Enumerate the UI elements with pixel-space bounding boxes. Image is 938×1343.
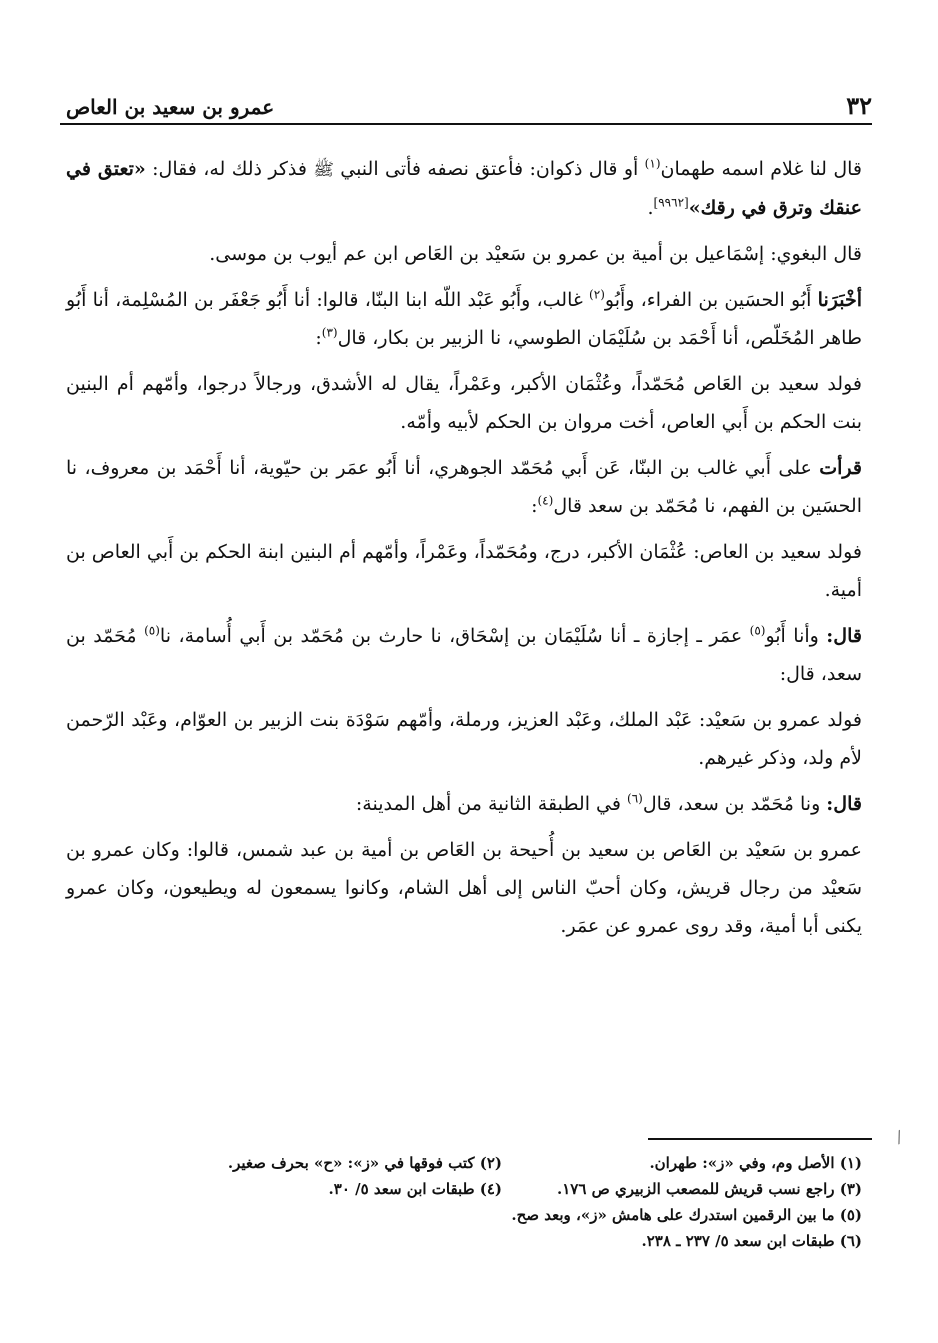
text-run: : bbox=[531, 495, 538, 517]
text-run: على أَبي غالب بن البنّا، عَن أَبي مُحَمّد الجوهري، أنا أَبُو عمَر بن حيّوية، أنا أَحْمَد بن معروف، نا الحسَين بن الفهم، نا مُحَمّد بن سعد قال bbox=[66, 457, 862, 517]
isnad-lead: قال: bbox=[826, 793, 862, 815]
paragraph-10: عمرو بن سَعيْد بن العَاص بن سعيد بن أُحيحة بن العَاص بن أمية بن عبد شمس، قالوا: وكان عمرو بن سَعيْد من رجال قريش، وكان أحبّ الناس إلى أهل الشام، وكانوا يسمعون له ويطيعون، وكان عمرو يكنى أبا أمية، وقد روى عمرو عن عمَر. bbox=[66, 839, 862, 937]
paragraph-9 bbox=[66, 785, 862, 823]
paragraph-1 bbox=[66, 150, 862, 227]
footnote-ref: (٥) bbox=[144, 623, 160, 638]
text-run: أو قال ذكوان: فأعتق نصفه فأتى النبي bbox=[333, 158, 645, 180]
footnote-ref: (٥) bbox=[749, 623, 766, 638]
footnote-4: (٤) طبقات ابن سعد ٥/ ٣٠. bbox=[328, 1180, 502, 1198]
isnad-lead: أخْبَرَنا bbox=[817, 289, 862, 311]
footnote-ref: (٢) bbox=[589, 287, 605, 302]
isnad-lead: قرأت bbox=[819, 457, 862, 479]
footnote-ref: (٤) bbox=[537, 493, 554, 508]
footnote-row bbox=[100, 1176, 862, 1202]
pen-mark-icon: ⁄ bbox=[893, 1128, 906, 1147]
footnote-2: (٢) كتب فوقها في «ز»: «ح» بحرف صغير. bbox=[227, 1154, 502, 1172]
main-text bbox=[66, 150, 862, 953]
paragraph-7 bbox=[66, 617, 862, 693]
paragraph-5 bbox=[66, 449, 862, 525]
page-header bbox=[66, 86, 872, 120]
footnote-6: (٦) طبقات ابن سعد ٥/ ٢٣٧ ـ ٢٣٨. bbox=[641, 1232, 862, 1250]
text-run: ونا مُحَمّد بن سعد، قال bbox=[642, 793, 827, 815]
text-run: وأنا أَبُو bbox=[765, 625, 827, 647]
salutation-glyph: ﷺ bbox=[313, 160, 334, 180]
text-run: في الطبقة الثانية من أهل المدينة: bbox=[355, 793, 627, 815]
paragraph-2: قال البغوي: إسْمَاعيل بن أمية بن عمرو بن سَعيْد بن العَاص ابن عم أيوب بن موسى. bbox=[209, 243, 862, 265]
paragraph-8: فولد عمرو بن سَعيْد: عَبْد الملك، وعَبْد العزيز، ورملة، وأمّهم سَوْدَة بنت الزبير بن العوّام، وعَبْد الرّحمن لأم ولد، وذكر غيرهم. bbox=[66, 709, 862, 769]
text-run: غالب، وأَبُو عَبْد اللّه ابنا البنّا، قالوا: أنا أَبُو جَعْفَر بن المُسْلِمة، أنا أَبُو طاهر المُخَلّص، أنا أَحْمَد بن سُلَيْمَان الطوسي، نا الزبير بن بكار، قال bbox=[66, 289, 862, 349]
page-number: ٣٢ bbox=[846, 91, 872, 120]
text-run: مُحَمّد بن سعد، قال: bbox=[66, 625, 862, 685]
text-run: فذكر ذلك له، فقال: bbox=[145, 158, 314, 180]
paragraph-3 bbox=[66, 281, 862, 357]
text-run: عمَر ـ إجازة ـ أنا سُلَيْمَان بن إسْحَاق، نا حارث بن مُحَمّد بن أَبي أُسامة، نا bbox=[159, 625, 750, 647]
footnote-ref: (٣) bbox=[321, 325, 338, 340]
text-run: أَبُو الحسَين بن الفراء، وأَبُو bbox=[604, 289, 818, 311]
footnote-row bbox=[100, 1202, 862, 1228]
isnad-lead: قال: bbox=[826, 625, 862, 647]
header-rule bbox=[60, 123, 872, 125]
hadith-number: [٩٩٦٢] bbox=[653, 195, 689, 210]
footnotes bbox=[100, 1150, 862, 1254]
paragraph-6: فولد سعيد بن العاص: عُثْمَان الأكبر، درج، ومُحَمّداً، وعَمْراً، وأمّهم أم البنين ابنة الحكم بن أَبي العاص بن أمية. bbox=[66, 541, 862, 601]
footnote-5: (٥) ما بين الرقمين استدرك على هامش «ز»، وبعد صح. bbox=[511, 1206, 862, 1224]
footnote-1: (١) الأصل وم، وفي «ز»: طهران. bbox=[649, 1154, 862, 1172]
paragraph-4: فولد سعيد بن العَاص مُحَمّداً، وعُثْمَان الأكبر، وعَمْراً، يقال له الأشدق، ورجالاً درجوا، وأمّهم أم البنين بنت الحكم بن أَبي العاص، أخت مروان بن الحكم لأبيه وأمّه. bbox=[66, 373, 862, 433]
text-run: . bbox=[647, 197, 654, 219]
footnote-3: (٣) راجع نسب قريش للمصعب الزبيري ص ١٧٦. bbox=[557, 1180, 862, 1198]
footnote-rule bbox=[648, 1138, 872, 1140]
text-run: : bbox=[315, 327, 322, 349]
text-run: قال لنا غلام اسمه طهمان bbox=[660, 158, 862, 180]
running-head: عمرو بن سعيد بن العاص bbox=[66, 95, 275, 119]
footnote-row bbox=[100, 1228, 862, 1254]
footnote-row bbox=[100, 1150, 862, 1176]
footnote-ref: (٦) bbox=[627, 791, 643, 806]
hadith-text: «تعتق في عنقك وترق في رقك» bbox=[66, 158, 862, 219]
footnote-ref: (١) bbox=[644, 156, 661, 171]
